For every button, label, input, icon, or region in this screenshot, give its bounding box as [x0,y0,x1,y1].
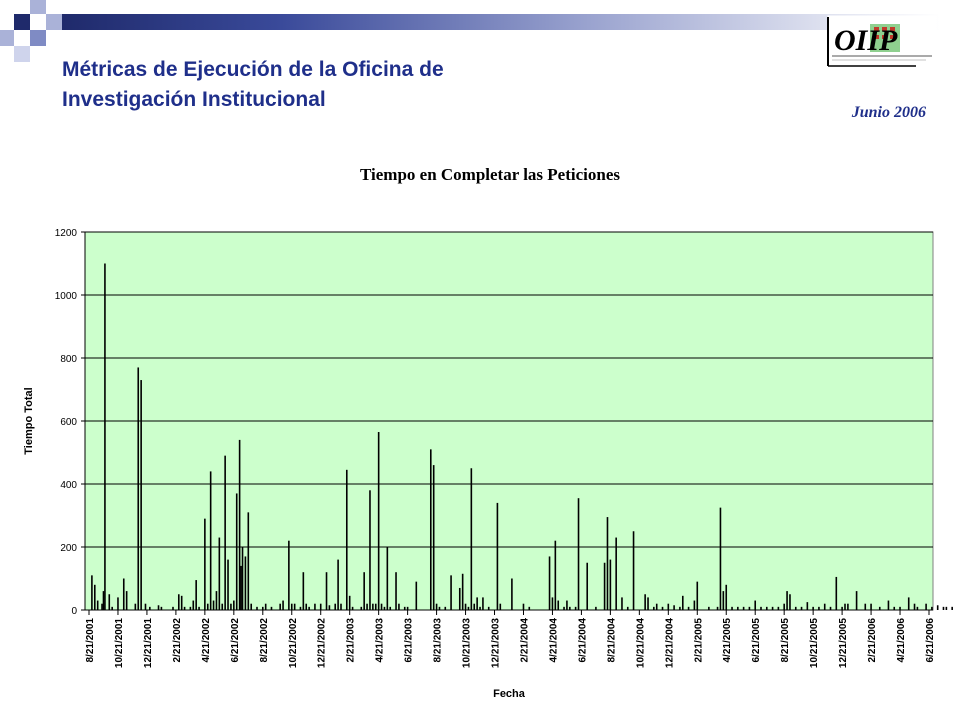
bar [586,563,588,610]
bar [210,471,212,610]
bar [673,605,675,610]
bar [462,574,464,610]
bar [213,601,215,610]
x-tick-label: 8/21/2001 [85,618,96,663]
bar [216,591,218,610]
y-axis-title: Tiempo Total [23,387,35,455]
deco-square-4 [46,14,62,30]
bar [430,449,432,610]
x-tick-label: 2/21/2005 [693,618,705,663]
bar [725,585,727,610]
bar [219,538,221,610]
x-tick-label: 4/21/2003 [374,618,386,663]
bar [720,508,722,610]
bar [633,531,635,610]
logo-wordmark: OIIP [834,24,898,57]
x-tick-label: 12/21/2003 [490,618,502,669]
x-tick-label: 10/21/2003 [461,618,473,669]
deco-square-5 [0,30,14,46]
page-title-line-2: Investigación Institucional [62,88,326,111]
bar [239,440,241,610]
bar [192,601,194,610]
bar [836,577,838,610]
bar [824,604,826,610]
bar [656,604,658,610]
bar [398,604,400,610]
bar [696,582,698,610]
bar [375,604,377,610]
y-tick-label: 600 [60,417,77,428]
x-tick-label: 6/21/2005 [751,618,763,663]
bar [844,604,846,610]
bar [178,594,180,610]
bar [557,601,559,610]
chart [0,150,960,710]
bar [126,591,128,610]
bar [340,604,342,610]
bar [137,367,139,610]
bar [786,591,788,610]
bar [482,597,484,610]
bar [314,604,316,610]
bar [610,560,612,610]
bar [549,556,551,610]
y-tick-label: 200 [60,543,77,554]
bar [378,432,380,610]
bar [888,601,890,610]
x-tick-label: 8/21/2003 [432,618,444,663]
bar [783,604,785,610]
bar [607,517,609,610]
deco-square-3 [30,0,46,14]
bar [555,541,557,610]
x-tick-label: 10/21/2002 [287,618,299,669]
bar [416,582,418,610]
bar [242,547,244,610]
bar [117,597,119,610]
bar [523,604,525,610]
bar [135,604,137,610]
bar [500,604,502,610]
bar [450,575,452,610]
bar [459,588,461,610]
bar [334,604,336,610]
bar [951,607,953,610]
y-tick-label: 0 [71,606,77,617]
bar [236,493,238,610]
x-tick-label: 8/21/2002 [258,618,270,663]
bar [195,580,197,610]
bar [566,601,568,610]
bar [265,604,267,610]
bar [578,498,580,610]
bar [248,512,250,610]
bar [140,380,142,610]
bar [433,465,435,610]
bar [123,579,125,611]
x-tick-label: 2/21/2004 [519,618,531,663]
x-tick-label: 6/21/2003 [403,618,415,663]
bar [233,601,235,610]
bar [221,604,223,610]
bar [291,604,293,610]
bar [723,591,725,610]
x-tick-label: 8/21/2004 [606,618,618,663]
bar [204,519,206,610]
bar [908,597,910,610]
y-tick-label: 400 [60,480,77,491]
bar [97,601,99,610]
bar [925,604,927,610]
x-tick-label: 12/21/2002 [316,618,328,669]
bar [326,572,328,610]
bar [305,604,307,610]
x-tick-label: 6/21/2002 [229,618,241,663]
bar [395,572,397,610]
bar [847,604,849,610]
bar [476,597,478,610]
bar [511,579,513,611]
bar [230,604,232,610]
y-tick-label: 1200 [54,228,77,239]
bar [946,607,948,610]
bar [337,560,339,610]
x-tick-label: 12/21/2001 [142,618,154,669]
bar [497,503,499,610]
bar [91,575,93,610]
bar [436,604,438,610]
bar [207,604,209,610]
bar [937,605,939,610]
x-tick-label: 2/21/2002 [171,618,183,663]
bar [288,541,290,610]
page-title-line-1: Métricas de Ejecución de la Oficina de [62,58,444,81]
bar [346,470,348,610]
bar [644,594,646,610]
bar [621,597,623,610]
bar [471,468,473,610]
x-tick-label: 6/21/2006 [925,618,936,663]
bar [465,604,467,610]
y-axis-ticks [55,228,85,617]
bar [604,563,606,610]
bar [103,591,105,610]
x-tick-label: 2/21/2006 [867,618,879,663]
chart-title: Tiempo en Completar las Peticiones [359,165,621,184]
bar [240,566,242,610]
page-date: Junio 2006 [851,104,926,121]
deco-square-1 [0,0,12,12]
oiip-logo [826,14,938,70]
bar [807,602,809,610]
bar [473,604,475,610]
bar [245,556,247,610]
header-gradient-bar [62,14,940,30]
bar [145,604,147,610]
x-tick-label: 12/21/2004 [664,618,676,669]
x-tick-label: 6/21/2004 [577,618,589,663]
bar [870,604,872,610]
bar [224,456,226,610]
bar [94,585,96,610]
bar [372,604,374,610]
bar [250,604,252,610]
bar [943,607,945,610]
bar [282,601,284,610]
bar [369,490,371,610]
bar [694,601,696,610]
bar [789,594,791,610]
bar [294,604,296,610]
x-tick-label: 12/21/2005 [838,618,850,669]
page-title [62,55,622,115]
x-tick-label: 10/21/2004 [635,618,647,669]
bar [552,597,554,610]
bar [668,604,670,610]
y-tick-label: 800 [60,354,77,365]
bar [366,604,368,610]
x-tick-label: 10/21/2001 [113,618,125,669]
bar [303,572,305,610]
bar [104,264,106,611]
bar [279,604,281,610]
x-axis-title: Fecha [493,688,525,700]
bar [914,604,916,610]
bar [682,596,684,610]
bar [754,601,756,610]
x-tick-label: 10/21/2005 [809,618,821,669]
deco-square-7 [14,46,30,62]
bar [349,596,351,610]
bar [181,596,183,610]
bar [363,572,365,610]
y-tick-label: 1000 [54,291,77,302]
x-tick-label: 4/21/2005 [722,618,734,663]
deco-square-6 [30,30,46,46]
bar [108,594,110,610]
deco-square-2 [14,14,30,30]
x-tick-label: 8/21/2005 [780,618,792,663]
x-tick-label: 4/21/2004 [548,618,560,663]
x-tick-label: 2/21/2003 [345,618,357,663]
x-tick-label: 4/21/2002 [200,618,212,663]
bar [615,538,617,610]
bar [329,605,331,610]
bar [320,604,322,610]
bar [856,591,858,610]
bar [158,605,160,610]
bar [381,604,383,610]
bar [387,547,389,610]
x-tick-label: 4/21/2006 [896,618,908,663]
bar [227,560,229,610]
x-axis-ticks [85,610,936,668]
bar [101,604,103,610]
bar [647,597,649,610]
bar [864,604,866,610]
